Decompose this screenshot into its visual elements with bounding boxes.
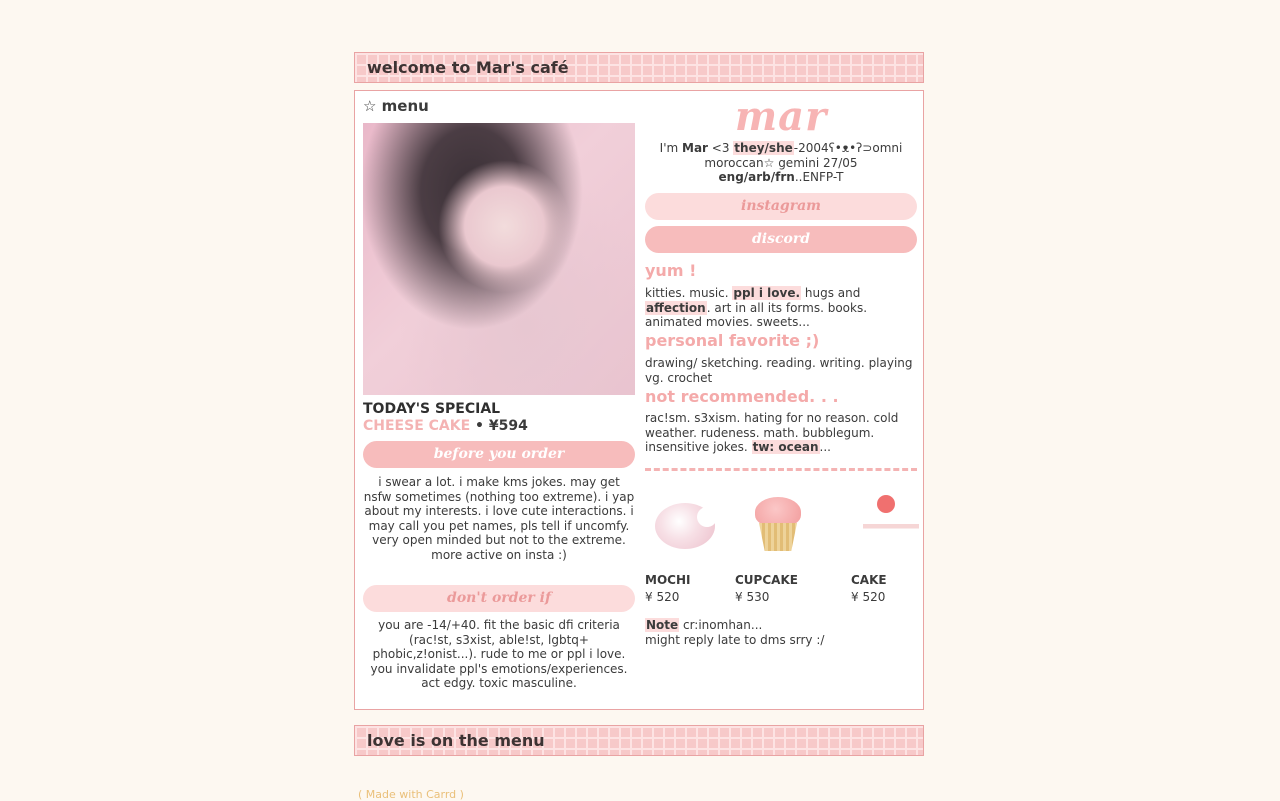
dashed-divider [645,468,917,471]
product-name: CAKE [851,573,887,587]
menu-title: ☆ menu [363,97,429,115]
special-item: CHEESE CAKE [363,418,471,434]
not-recommended-heading: not recommended. . . [645,387,839,406]
discord-button[interactable]: discord [645,226,917,253]
special-line [363,418,528,434]
made-with-carrd-link[interactable]: ( Made with Carrd ) [358,788,464,801]
product-cake [851,489,931,604]
favorite-text: drawing/ sketching. reading. writing. playing vg. crochet [645,356,913,385]
menu-card [354,90,924,710]
banner-title: welcome to Mar's café [367,58,569,77]
dont-order-if-button[interactable]: don't order if [363,585,635,612]
note-line: Note cr:inomhan... [646,618,763,632]
note-text: might reply late to dms srry :/ [645,633,825,647]
yum-text: kitties. music. ppl i love. hugs and affection. art in all its forms. books. animated movies. sweets... [645,286,868,330]
product-mochi [645,489,725,604]
special-price: • ¥594 [475,418,528,434]
favorite-heading: personal favorite ;) [645,331,820,350]
profile-name: mar [734,93,828,140]
yum-heading: yum ! [645,261,697,280]
instagram-button[interactable]: instagram [645,193,917,220]
profile-bio: I'm Mar <3 they/she-2004ʕ•ᴥ•ʔ⊃omni moroccan☆ gemini 27/05 eng/arb/frn..ENFP-T [659,141,903,185]
cupcake-image [741,489,811,559]
product-price: ¥ 530 [735,590,770,604]
product-price: ¥ 520 [851,590,886,604]
product-price: ¥ 520 [645,590,680,604]
before-order-text: i swear a lot. i make kms jokes. may get nsfw sometimes (nothing too extreme). i yap about my interests. i love cute interactions. i may call you pet names, pls tell if uncomfy. very open minded but not to the extreme. more active on insta :) [363,475,635,562]
special-title: TODAY'S SPECIAL [363,401,501,417]
cake-image [857,489,927,559]
product-name: CUPCAKE [735,573,798,587]
not-recommended-text: rac!sm. s3xism. hating for no reason. cold weather. rudeness. math. bubblegum. insensitive jokes. tw: ocean... [645,411,899,455]
top-banner [354,52,924,83]
product-name: MOCHI [645,573,691,587]
banner-title: love is on the menu [367,731,545,750]
mochi-image [651,489,721,559]
profile-photo [363,123,635,395]
product-cupcake [735,489,815,604]
before-you-order-button[interactable]: before you order [363,441,635,468]
dont-order-text: you are -14/+40. fit the basic dfi criteria (rac!st, s3xist, able!st, lgbtq+ phobic,z!onist...). rude to me or ppl i love. you invalidate ppl's emotions/experiences. act edgy. toxic masculine. [370,618,628,691]
bottom-banner [354,725,924,756]
